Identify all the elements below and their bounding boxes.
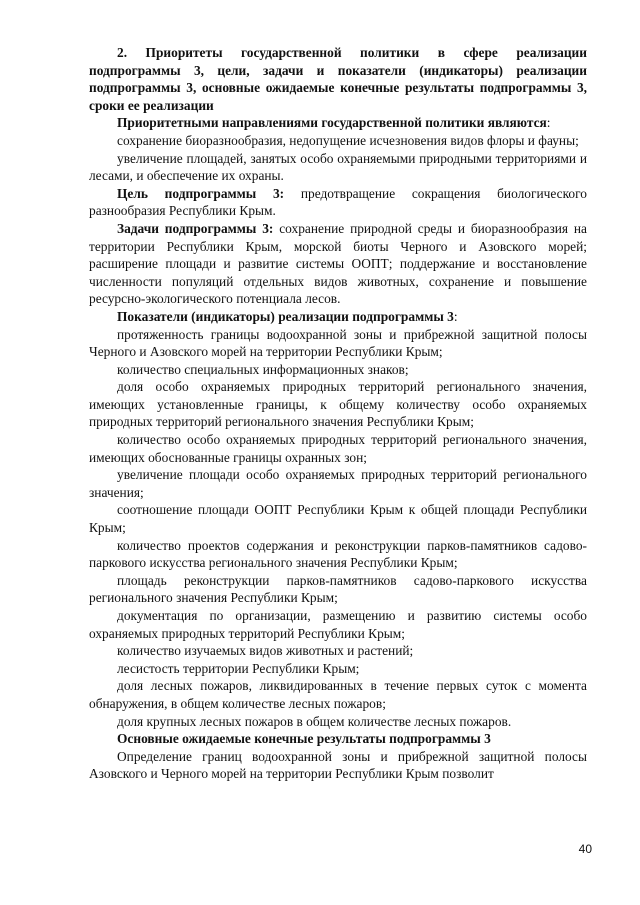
indicator-item: увеличение площади особо охраняемых природных территорий регионального значения; — [89, 467, 587, 500]
results-title: Основные ожидаемые конечные результаты подпрограммы 3 — [117, 731, 491, 747]
tasks-paragraph — [89, 220, 587, 308]
indicators-colon: : — [453, 308, 458, 324]
indicators-title — [89, 308, 587, 326]
indicator-item: количество проектов содержания и реконструкции парков-памятников садово-паркового искусства регионального значения Республики Крым; — [89, 537, 587, 571]
priorities-colon: : — [546, 115, 551, 131]
priority-item: увеличение площадей, занятых особо охраняемыми природными территориями и лесами, и обеспечение их охраны. — [89, 150, 587, 184]
goal-text: предотвращение сокращения биологического разнообразия Республики Крым. — [89, 185, 587, 219]
page-number: 40 — [578, 842, 592, 856]
indicator-item: количество специальных информационных знаков; — [117, 361, 409, 377]
tasks-text: сохранение природной среды и биоразнообразия на территории Республики Крым, морской биоты Черного и Азовского морей; расширение площади и развитие системы ООПТ; поддержание и восстановление численности популяций отдельных видов животных, сохранение и повышение ресурсно-экологического потенциала лесов. — [89, 220, 588, 307]
tasks-label: Задачи подпрограммы 3: — [117, 220, 274, 236]
indicator-item: доля особо охраняемых природных территорий регионального значения, имеющих установленные границы, к общему количеству особо охраняемых природных территорий регионального значения Республики Крым; — [89, 379, 587, 430]
priorities-title-text: Приоритетными направлениями государственной политики являются — [117, 115, 547, 131]
priority-item: сохранение биоразнообразия, недопущение исчезновения видов флоры и фауны; — [117, 132, 579, 148]
indicator-item: протяженность границы водоохранной зоны и прибрежной защитной полосы Черного и Азовского морей на территории Республики Крым; — [89, 326, 587, 360]
indicators-title-text: Показатели (индикаторы) реализации подпрограммы 3 — [117, 308, 454, 324]
indicator-item: доля крупных лесных пожаров в общем количестве лесных пожаров. — [117, 713, 512, 729]
indicator-item: количество особо охраняемых природных территорий регионального значения, имеющих обоснованные границы охранных зон; — [89, 432, 587, 465]
results-text: Определение границ водоохранной зоны и прибрежной защитной полосы Азовского и Черного морей на территории Республики Крым позволит — [89, 748, 587, 782]
indicator-item: лесистость территории Республики Крым; — [117, 660, 360, 676]
goal-paragraph — [89, 185, 587, 220]
document-page — [89, 44, 587, 783]
indicator-item: площадь реконструкции парков-памятников садово-паркового искусства регионального значения Республики Крым; — [89, 572, 587, 606]
indicator-item: документация по организации, размещению и развитию системы особо охраняемых природных территорий Республики Крым; — [89, 608, 587, 641]
goal-label: Цель подпрограммы 3: — [117, 185, 285, 201]
indicator-item: соотношение площади ООПТ Республики Крым к общей площади Республики Крым; — [89, 502, 587, 536]
section-heading: 2. Приоритеты государственной политики в сфере реализации подпрограммы 3, цели, задачи и показатели (индикаторы) реализации подпрограммы 3, основные ожидаемые конечные результаты подпрограммы 3, сроки ее реализации — [89, 45, 587, 113]
priorities-title — [89, 114, 587, 132]
indicator-item: доля лесных пожаров, ликвидированных в течение первых суток с момента обнаружения, в общем количестве лесных пожаров; — [89, 678, 587, 711]
indicator-item: количество изучаемых видов животных и растений; — [117, 643, 414, 659]
